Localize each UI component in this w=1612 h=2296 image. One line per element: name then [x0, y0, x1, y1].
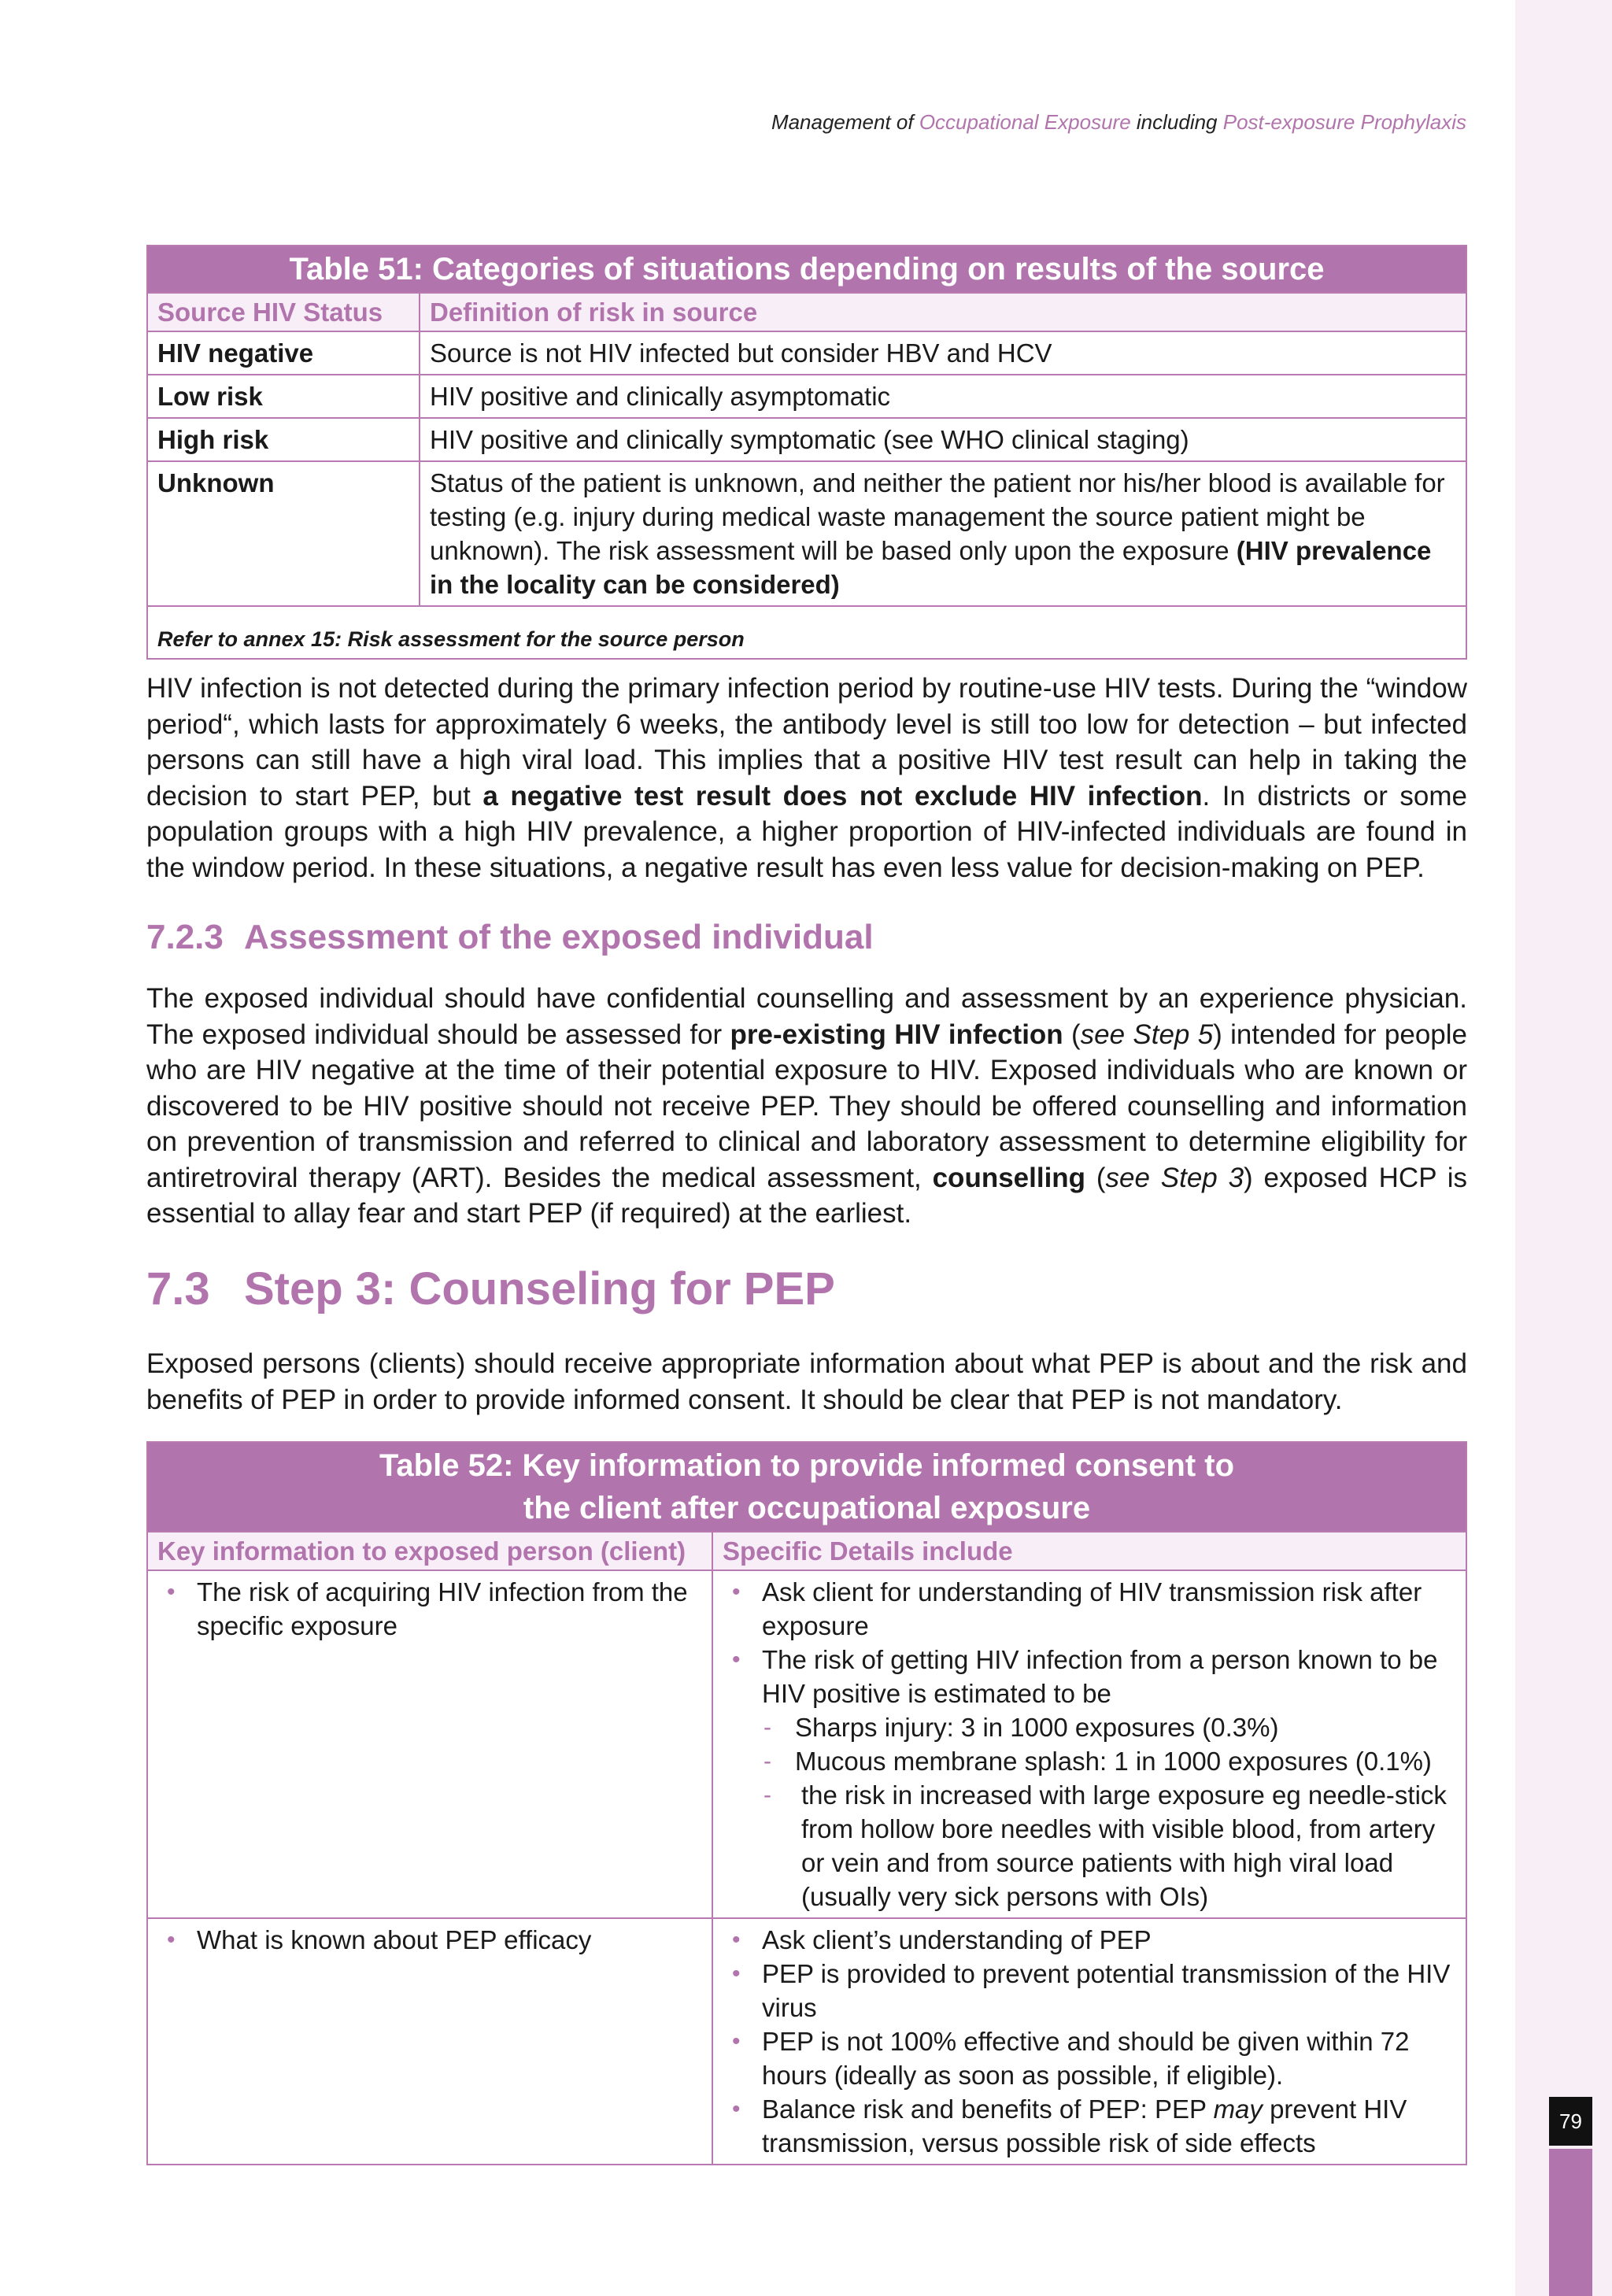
row-definition: HIV positive and clinically symptomatic (see WHO clinical staging)	[420, 418, 1466, 461]
row-status: Unknown	[147, 461, 420, 606]
dash-item: - the risk in increased with large exposure eg needle-stick from hollow bore needles with visible blood, from artery or vein and from source patients with high viral load (usually very sick persons with OIs)	[762, 1778, 1456, 1913]
para2-bold-b: pre-existing HIV infection	[730, 1019, 1063, 1050]
list-item: • Ask client for understanding of HIV transmission risk after exposure	[723, 1575, 1456, 1643]
details-cell	[712, 1570, 1466, 1918]
section-heading-7-3	[146, 1263, 835, 1315]
section-title: Step 3: Counseling for PEP	[244, 1263, 835, 1314]
row-definition: Source is not HIV infected but consider HBV and HCV	[420, 331, 1466, 375]
paragraph-window-period	[146, 671, 1467, 885]
table-52-col-key-info: Key information to exposed person (client)	[147, 1532, 712, 1570]
para1-bold: a negative test result does not exclude HIV infection	[482, 780, 1203, 812]
table-52-title-line1: Table 52: Key information to provide informed consent to	[379, 1448, 1235, 1483]
definition-bold: (HIV prevalence in the locality can be considered)	[430, 536, 1432, 599]
running-header	[771, 110, 1466, 135]
table-row	[147, 418, 1466, 461]
table-52	[146, 1441, 1467, 2165]
para1-text-a: HIV infection is not detected during the primary infection period by routine-use HIV tests. During the “window period“, which lasts for approximately 6 weeks, the antibody level is still too low for detection – but infected persons can still have a high viral load. This implies that a positive HIV test result can help in taking the decision to start PEP, but	[146, 673, 1467, 812]
para1-text-c: . In districts or some population groups with a high HIV prevalence, a higher proportion of HIV-infected individuals are found in the window period. In these situations, a negative result has even less value for decision-making on PEP.	[146, 780, 1467, 883]
table-51-title: Table 51: Categories of situations depending on results of the source	[147, 246, 1466, 293]
row-status: High risk	[147, 418, 420, 461]
table-51-col-status: Source HIV Status	[147, 293, 420, 331]
para2-text-g: (	[1085, 1162, 1106, 1193]
section-heading-7-2-3	[146, 918, 874, 957]
table-51	[146, 245, 1467, 660]
list-item: • Ask client’s understanding of PEP	[723, 1923, 1456, 1957]
table-52-title-line2: the client after occupational exposure	[523, 1491, 1091, 1525]
definition-text: Status of the patient is unknown, and neither the patient nor his/her blood is available for testing (e.g. injury during medical waste management the source patient might be unknown). The risk assessment will be based only upon the exposure	[430, 468, 1445, 565]
list-item: • PEP is provided to prevent potential transmission of the HIV virus	[723, 1957, 1456, 2024]
table-51-note: Refer to annex 15: Risk assessment for the source person	[147, 606, 1466, 659]
paragraph-counseling: Exposed persons (clients) should receive appropriate information about what PEP is about and the risk and benefits of PEP in order to provide informed consent. It should be clear that PEP is not mandatory.	[146, 1348, 1467, 1415]
para2-text-e: ) intended for people who are HIV negative at the time of their potential exposure to HIV. Exposed individuals who are known or discovered to be HIV positive should not receive PEP. They should be offered counselling and information on prevention of transmission and referred to clinical and laboratory assessment to determine eligibility for antiretroviral therapy (ART). Besides the medical assessment,	[146, 1019, 1467, 1193]
table-52-col-details: Specific Details include	[712, 1532, 1466, 1570]
para2-text-i: ) exposed HCP is essential to allay fear and start PEP (if required) at the earliest.	[146, 1162, 1467, 1229]
para2-text-a: The exposed individual should have confidential counselling and assessment by an experience physician. The exposed individual should be assessed for	[146, 983, 1467, 1050]
paragraph-exposed-individual	[146, 981, 1467, 1232]
details-cell	[712, 1918, 1466, 2165]
row-status: HIV negative	[147, 331, 420, 375]
header-term-pep: Post-exposure Prophylaxis	[1222, 110, 1466, 134]
para2-italic-h: see Step 3	[1105, 1162, 1244, 1193]
table-51-col-definition: Definition of risk in source	[420, 293, 1466, 331]
dash-item: - Mucous membrane splash: 1 in 1000 exposures (0.1%)	[762, 1744, 1456, 1778]
key-info-cell	[147, 1918, 712, 2165]
header-pre: Management of	[771, 110, 919, 134]
row-status: Low risk	[147, 375, 420, 418]
para2-bold-f: counselling	[932, 1162, 1086, 1193]
list-item: • The risk of acquiring HIV infection from the specific exposure	[157, 1575, 702, 1643]
page-number: 79	[1549, 2097, 1592, 2146]
header-term-occupational: Occupational Exposure	[919, 110, 1131, 134]
table-row	[147, 1570, 1466, 1918]
section-number: 7.2.3	[146, 918, 224, 956]
page-tab-bar	[1549, 2149, 1592, 2296]
section-number: 7.3	[146, 1263, 210, 1314]
table-row	[147, 331, 1466, 375]
para2-text-c: (	[1063, 1019, 1081, 1050]
list-item-text-a: Balance risk and benefits of PEP: PEP	[762, 2094, 1214, 2124]
row-definition: HIV positive and clinically asymptomatic	[420, 375, 1466, 418]
table-row	[147, 375, 1466, 418]
list-item-text-c: prevent HIV transmission, versus possible risk of side effects	[762, 2094, 1407, 2157]
row-definition	[420, 461, 1466, 606]
list-item-text: The risk of getting HIV infection from a person known to be HIV positive is estimated to be	[762, 1645, 1438, 1708]
key-info-cell	[147, 1570, 712, 1918]
table-row	[147, 461, 1466, 606]
section-title: Assessment of the exposed individual	[244, 918, 874, 956]
list-item: • What is known about PEP efficacy	[157, 1923, 702, 1957]
list-item-italic: may	[1213, 2094, 1263, 2124]
table-52-title	[147, 1442, 1466, 1532]
dash-item: - Sharps injury: 3 in 1000 exposures (0.3%)	[762, 1710, 1456, 1744]
list-item	[723, 2092, 1456, 2160]
list-item: • PEP is not 100% effective and should be given within 72 hours (ideally as soon as possible, if eligible).	[723, 2024, 1456, 2092]
side-strip	[1515, 0, 1612, 2296]
list-item	[723, 1643, 1456, 1913]
header-mid: including	[1130, 110, 1223, 134]
table-row	[147, 1918, 1466, 2165]
para2-italic-d: see Step 5	[1080, 1019, 1214, 1050]
